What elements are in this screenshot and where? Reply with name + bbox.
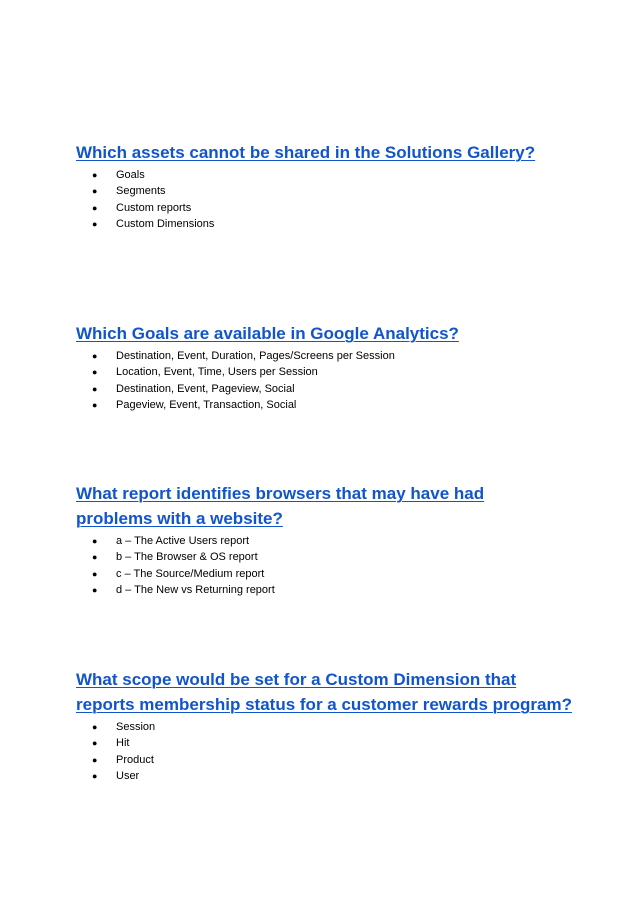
bullet-icon: ●: [92, 218, 98, 229]
list-item: [0, 566, 638, 582]
option-text: Goals: [116, 169, 145, 181]
list-item: [0, 735, 638, 751]
bullet-icon: ●: [92, 367, 98, 378]
bullet-icon: ●: [92, 754, 98, 765]
list-item: [0, 719, 638, 735]
option-text: User: [116, 769, 140, 782]
option-text: Destination, Event, Pageview, Social: [116, 382, 295, 395]
option-text: Session: [116, 721, 156, 733]
question-4-title[interactable]: What scope would be set for a Custom Dimension that reports membership status for a customer rewards program?: [76, 670, 572, 714]
option-text: Custom Dimensions: [116, 217, 215, 230]
bullet-icon: ●: [92, 536, 98, 546]
bullet-icon: ●: [92, 186, 98, 197]
question-2-options: [0, 348, 638, 413]
list-item: [0, 364, 638, 380]
bullet-icon: ●: [92, 568, 98, 579]
option-text: Destination, Event, Duration, Pages/Screens per Session: [116, 350, 395, 362]
bullet-icon: ●: [92, 770, 98, 781]
bullet-icon: ●: [92, 170, 98, 180]
option-text: Segments: [116, 185, 166, 198]
bullet-icon: ●: [92, 552, 98, 563]
bullet-icon: ●: [92, 738, 98, 749]
option-text: Location, Event, Time, Users per Session: [116, 366, 318, 379]
list-item: [0, 752, 638, 768]
option-text: c – The Source/Medium report: [116, 567, 265, 580]
option-text: Pageview, Event, Transaction, Social: [116, 398, 297, 411]
option-text: a – The Active Users report: [116, 535, 250, 547]
bullet-icon: ●: [92, 584, 98, 595]
question-3-options: [0, 533, 638, 598]
list-item: [0, 397, 638, 413]
question-4: [0, 667, 638, 784]
list-item: [0, 167, 638, 183]
option-text: Custom reports: [116, 201, 192, 214]
list-item: [0, 533, 638, 549]
list-item: [0, 381, 638, 397]
list-item: [0, 348, 638, 364]
bullet-icon: ●: [92, 399, 98, 410]
bullet-icon: ●: [92, 351, 98, 361]
list-item: [0, 582, 638, 598]
list-item: [0, 768, 638, 784]
list-item: [0, 549, 638, 565]
question-1-title[interactable]: Which assets cannot be shared in the Solutions Gallery?: [76, 143, 536, 162]
question-2: [0, 321, 638, 413]
question-4-options: [0, 719, 638, 784]
bullet-icon: ●: [92, 383, 98, 394]
question-1-options: [0, 167, 638, 232]
list-item: [0, 183, 638, 199]
list-item: [0, 200, 638, 216]
question-3-title[interactable]: What report identifies browsers that may have had problems with a website?: [76, 484, 485, 528]
bullet-icon: ●: [92, 202, 98, 213]
list-item: [0, 216, 638, 232]
question-2-title[interactable]: Which Goals are available in Google Analytics?: [76, 324, 459, 343]
bullet-icon: ●: [92, 722, 98, 732]
option-text: Hit: [116, 737, 130, 750]
option-text: Product: [116, 753, 154, 766]
option-text: d – The New vs Returning report: [116, 583, 275, 596]
question-3: [0, 481, 638, 598]
option-text: b – The Browser & OS report: [116, 551, 258, 564]
question-1: [0, 140, 638, 232]
